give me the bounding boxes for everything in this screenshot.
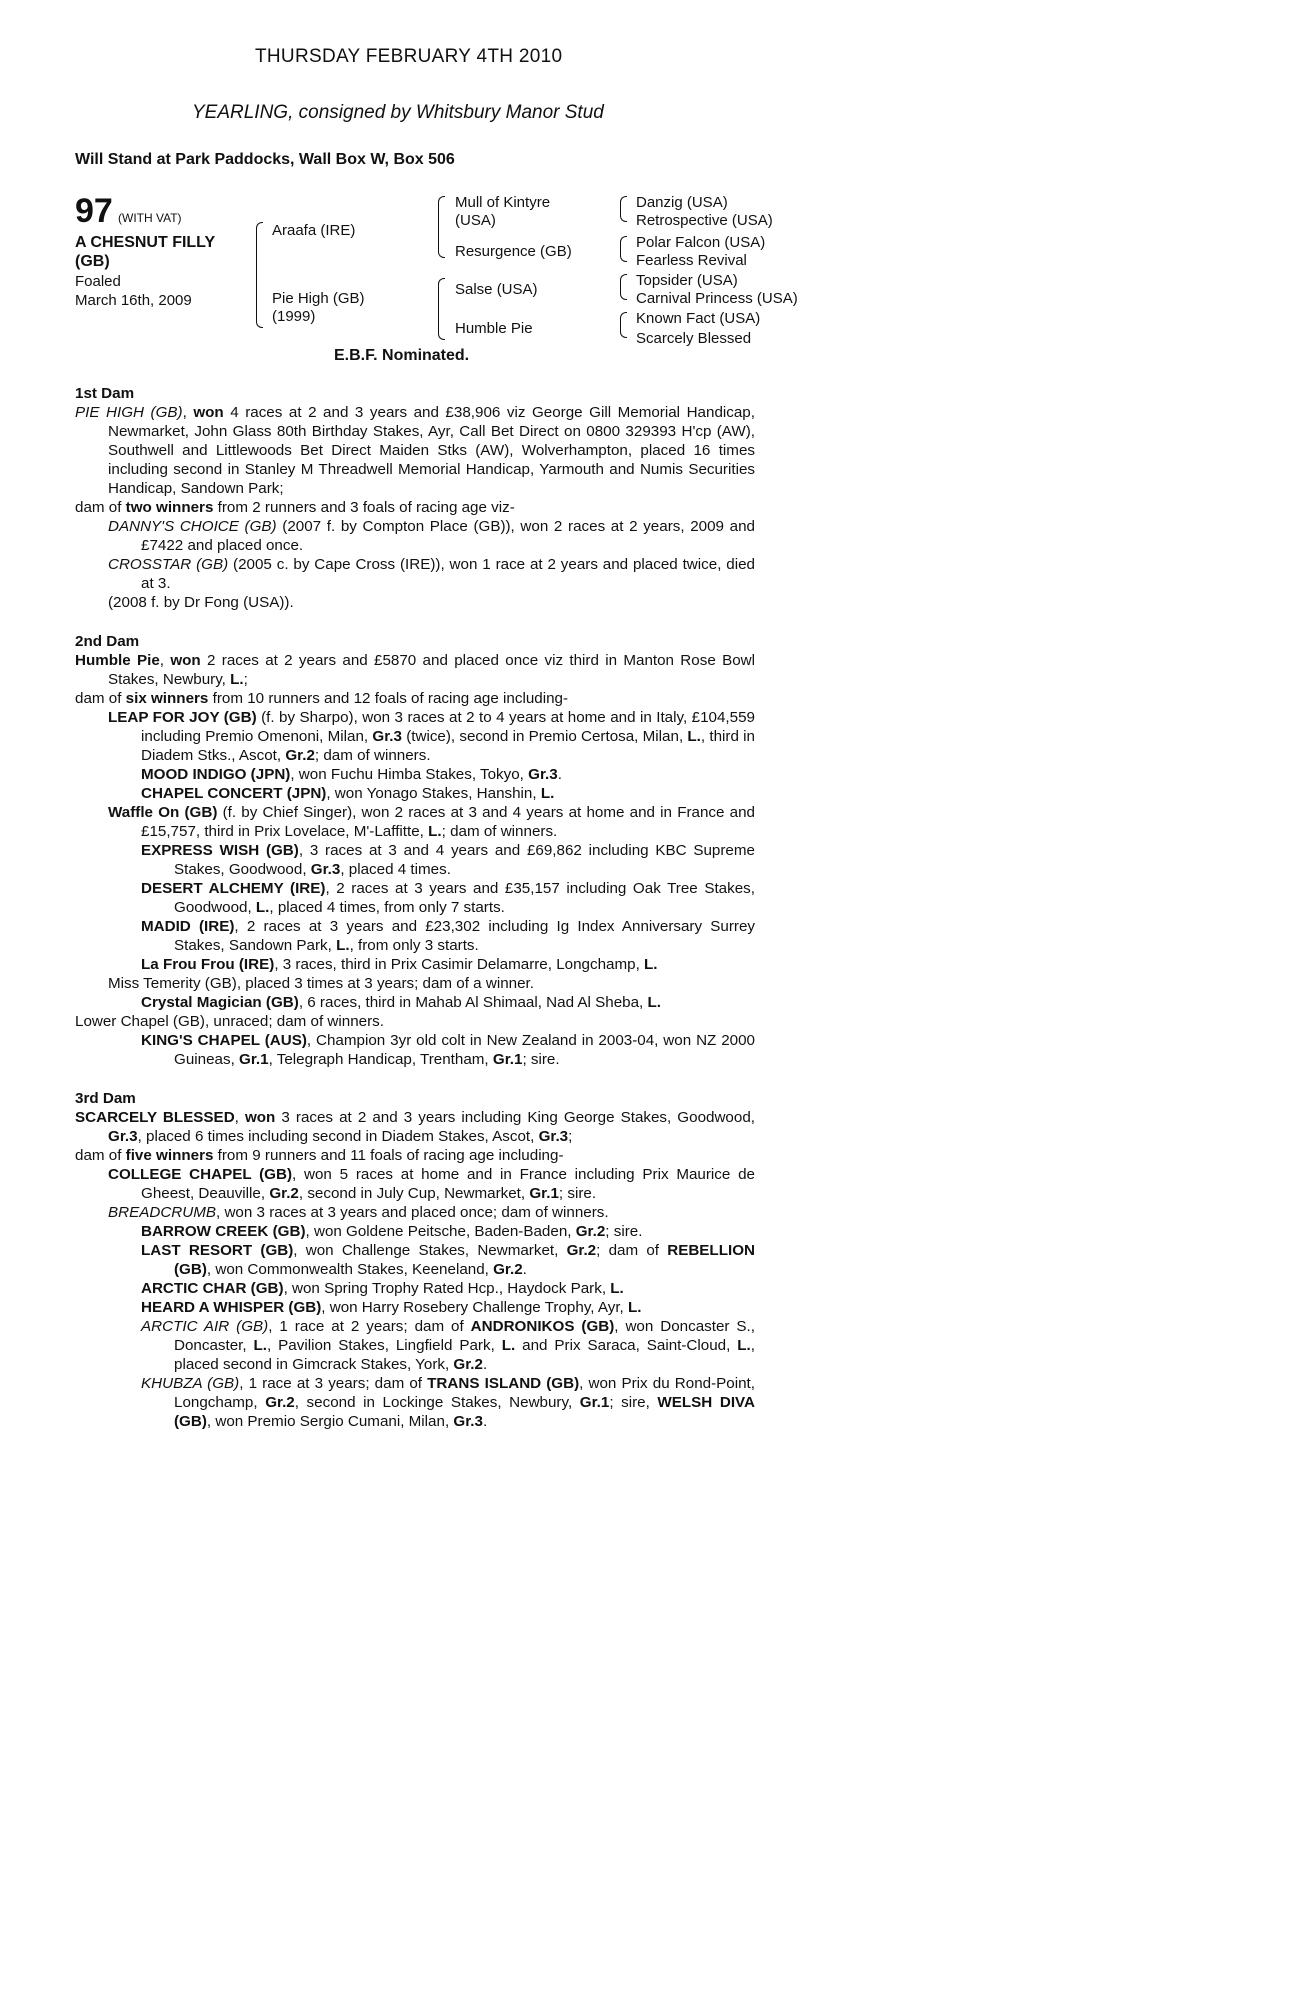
second-dam-heading: 2nd Dam [75, 633, 140, 650]
pedigree-brace-g3-2 [620, 236, 627, 262]
pedigree-sire-dam: Resurgence (GB) [455, 243, 572, 260]
grand-offspring: DESERT ALCHEMY (IRE), 2 races at 3 years and £35,157 including Oak Tree Stakes, Goodwood, L., placed 4 times, from only 7 starts. [141, 880, 755, 916]
pedigree-g3-1: Danzig (USA) [636, 194, 728, 211]
second-dam-offspring: Waffle On (GB) (f. by Chief Singer), won 2 races at 3 and 4 years at home and in France and £15,757, third in Prix Lovelace, M'-Laffitte, L.; dam of winners. [108, 804, 755, 840]
grand-offspring: BARROW CREEK (GB), won Goldene Peitsche, Baden-Baden, Gr.2; sire. [141, 1223, 643, 1240]
pedigree-g3-4: Fearless Revival [636, 252, 747, 269]
horse-description [75, 233, 215, 271]
lot-number: 97 [75, 192, 113, 230]
third-dam-offspring: COLLEGE CHAPEL (GB), won 5 races at home and in France including Prix Maurice de Gheest, Deauville, Gr.2, second in July Cup, Newmarket, Gr.1; sire. [108, 1166, 755, 1202]
grand-offspring: EXPRESS WISH (GB), 3 races at 3 and 4 years and £69,862 including KBC Supreme Stakes, Goodwood, Gr.3, placed 4 times. [141, 842, 755, 878]
second-dam-produce-summary: dam of six winners from 10 runners and 12 foals of racing age including- [75, 690, 569, 707]
second-dam-offspring: Lower Chapel (GB), unraced; dam of winners. [75, 1013, 384, 1030]
grand-offspring: ARCTIC CHAR (GB), won Spring Trophy Rated Hcp., Haydock Park, L. [141, 1280, 624, 1297]
pedigree-dam-year: (1999) [272, 308, 316, 325]
pedigree-g3-8: Scarcely Blessed [636, 330, 752, 347]
pedigree-g3-6: Carnival Princess (USA) [636, 290, 798, 307]
consignment-line: YEARLING, consigned by Whitsbury Manor Stud [192, 102, 604, 123]
pedigree-g3-5: Topsider (USA) [636, 272, 738, 289]
foaled-date: March 16th, 2009 [75, 292, 192, 309]
pedigree-g3-3: Polar Falcon (USA) [636, 234, 766, 251]
grand-offspring: KING'S CHAPEL (AUS), Champion 3yr old colt in New Zealand in 2003-04, won NZ 2000 Guineas, Gr.1, Telegraph Handicap, Trentham, Gr.1; sire. [141, 1032, 756, 1068]
horse-name-line2: (GB) [75, 253, 110, 270]
pedigree-brace-g3-1 [620, 196, 627, 222]
grand-offspring: CHAPEL CONCERT (JPN), won Yonago Stakes, Hanshin, L. [141, 785, 555, 802]
pedigree-dam-sire: Salse (USA) [455, 281, 538, 298]
vat-note: (WITH VAT) [118, 211, 182, 225]
grand-offspring: La Frou Frou (IRE), 3 races, third in Prix Casimir Delamarre, Longchamp, L. [141, 956, 658, 973]
first-dam-heading: 1st Dam [75, 385, 135, 402]
pedigree-brace-sire [438, 196, 445, 258]
pedigree-dam-name: Pie High (GB) [272, 290, 365, 307]
first-dam-record: PIE HIGH (GB), won 4 races at 2 and 3 years and £38,906 viz George Gill Memorial Handicap, Newmarket, John Glass 80th Birthday Stakes, Ayr, Call Bet Direct on 0800 329393 H'cp (AW), Southwell and Littlewoods Bet Direct Maiden Stks (AW), Wolverhampton, placed 16 times including second in Stanley M Threadwell Memorial Handicap, Yarmouth and Numis Securities Handicap, Sandown Park; [75, 404, 755, 497]
grand-offspring: MADID (IRE), 2 races at 3 years and £23,302 including Ig Index Anniversary Surrey Stakes, Sandown Park, L., from only 3 starts. [141, 918, 755, 954]
first-dam-offspring: (2008 f. by Dr Fong (USA)). [108, 594, 294, 611]
first-dam-offspring: CROSSTAR (GB) (2005 c. by Cape Cross (IRE)), won 1 race at 2 years and placed twice, died at 3. [108, 556, 755, 592]
pedigree-brace-gen1 [256, 222, 263, 328]
pedigree-brace-g3-4 [620, 312, 627, 338]
grand-offspring: LAST RESORT (GB), won Challenge Stakes, Newmarket, Gr.2; dam of REBELLION (GB), won Commonwealth Stakes, Keeneland, Gr.2. [141, 1242, 755, 1278]
third-dam-offspring: BREADCRUMB, won 3 races at 3 years and placed once; dam of winners. [108, 1204, 609, 1221]
grand-offspring: ARCTIC AIR (GB), 1 race at 2 years; dam of ANDRONIKOS (GB), won Doncaster S., Doncaster, L., Pavilion Stakes, Lingfield Park, L. and Prix Saraca, Saint-Cloud, L., placed second in Gimcrack Stakes, York, Gr.2. [141, 1318, 755, 1373]
catalogue-body [75, 384, 755, 1431]
foaled-label: Foaled [75, 273, 121, 290]
ebf-nominated: E.B.F. Nominated. [334, 347, 470, 364]
pedigree-sire-sire-name: Mull of Kintyre [455, 194, 551, 211]
grand-offspring: HEARD A WHISPER (GB), won Harry Rosebery Challenge Trophy, Ayr, L. [141, 1299, 642, 1316]
box-location: Will Stand at Park Paddocks, Wall Box W, Box 506 [75, 151, 455, 168]
grand-offspring: KHUBZA (GB), 1 race at 3 years; dam of TRANS ISLAND (GB), won Prix du Rond-Point, Longchamp, Gr.2, second in Lockinge Stakes, Newbury, Gr.1; sire, WELSH DIVA (GB), won Premio Sergio Cumani, Milan, Gr.3. [141, 1375, 756, 1430]
sale-date: THURSDAY FEBRUARY 4TH 2010 [255, 46, 563, 67]
third-dam-heading: 3rd Dam [75, 1090, 136, 1107]
pedigree-brace-g3-3 [620, 274, 627, 300]
grand-offspring: Crystal Magician (GB), 6 races, third in Mahab Al Shimaal, Nad Al Sheba, L. [141, 994, 661, 1011]
pedigree-sire-sire [455, 194, 550, 230]
horse-name-line1: A CHESNUT FILLY [75, 234, 216, 251]
pedigree-dam-dam: Humble Pie [455, 320, 533, 337]
first-dam-name: PIE HIGH (GB) [75, 404, 183, 421]
first-dam-offspring: DANNY'S CHOICE (GB) (2007 f. by Compton Place (GB)), won 2 races at 2 years, 2009 and £7422 and placed once. [108, 518, 755, 554]
second-dam-record: Humble Pie, won 2 races at 2 years and £5870 and placed once viz third in Manton Rose Bowl Stakes, Newbury, L.; [75, 652, 755, 688]
pedigree-sire-sire-country: (USA) [455, 212, 496, 229]
pedigree-sire: Araafa (IRE) [272, 222, 356, 239]
grand-offspring: MOOD INDIGO (JPN), won Fuchu Himba Stakes, Tokyo, Gr.3. [141, 766, 562, 783]
pedigree-brace-dam [438, 278, 445, 340]
third-dam-record: SCARCELY BLESSED, won 3 races at 2 and 3 years including King George Stakes, Goodwood, Gr.3, placed 6 times including second in Diadem Stakes, Ascot, Gr.3; [75, 1109, 755, 1145]
first-dam-produce-summary: dam of two winners from 2 runners and 3 foals of racing age viz- [75, 499, 515, 516]
second-dam-offspring: Miss Temerity (GB), placed 3 times at 3 years; dam of a winner. [108, 975, 534, 992]
third-dam-produce-summary: dam of five winners from 9 runners and 11 foals of racing age including- [75, 1147, 564, 1164]
second-dam-offspring: LEAP FOR JOY (GB) (f. by Sharpo), won 3 races at 2 to 4 years at home and in Italy, £104,559 including Premio Omenoni, Milan, Gr.3 (twice), second in Premio Certosa, Milan, L., third in Diadem Stks., Ascot, Gr.2; dam of winners. [108, 709, 755, 764]
pedigree-g3-2: Retrospective (USA) [636, 212, 773, 229]
foaled-info [75, 272, 192, 310]
pedigree-dam [272, 290, 365, 326]
pedigree-g3-7: Known Fact (USA) [636, 310, 761, 327]
